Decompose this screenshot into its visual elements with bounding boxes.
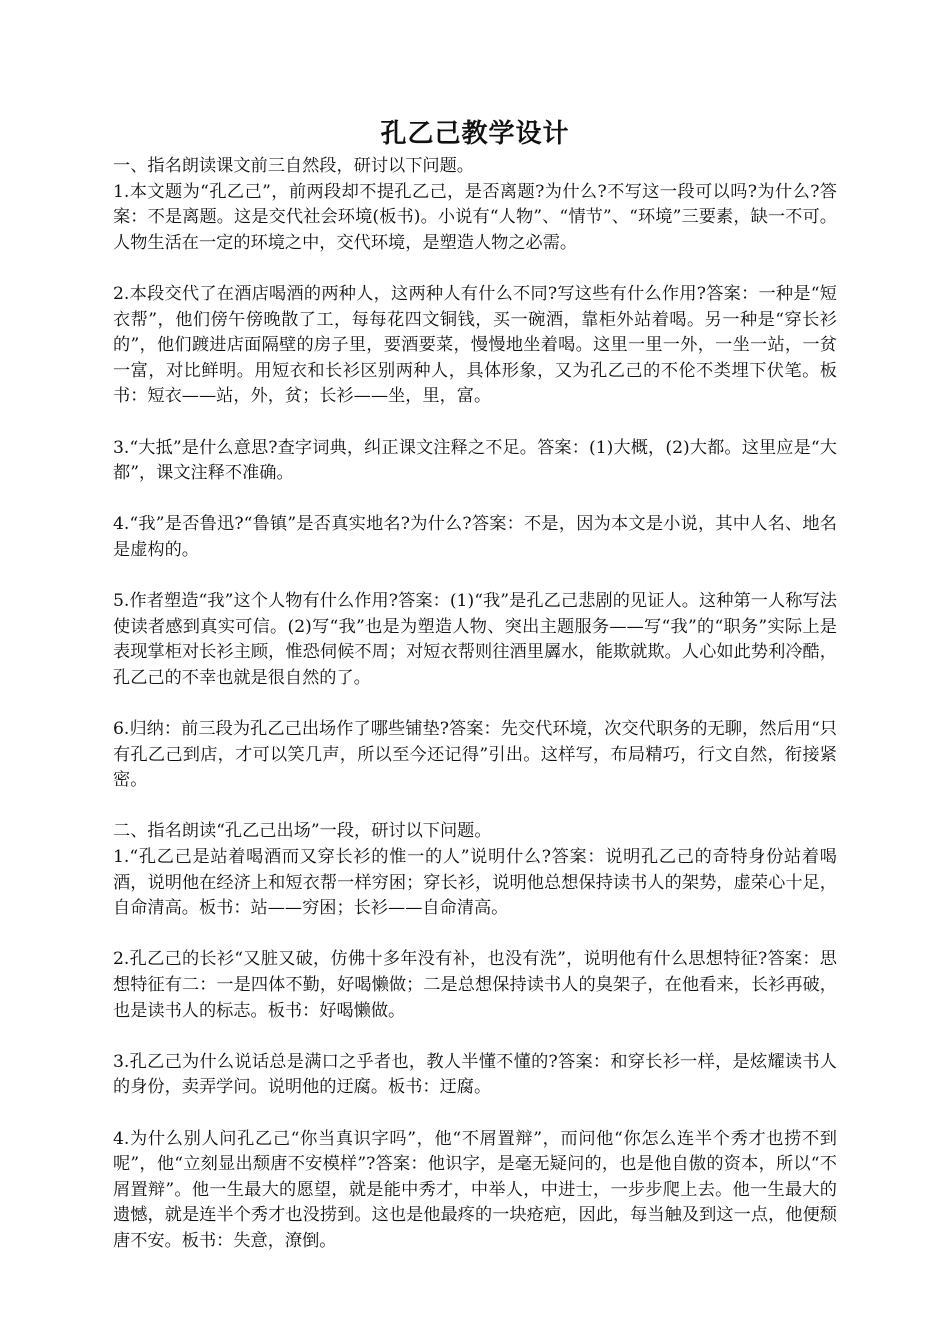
document-title: 孔乙己教学设计: [380, 119, 570, 149]
question-paragraph: 3.“大抵”是什么意思?查字词典，纠正课文注释之不足。答案：(1)大概，(2)大都。这里应是“大都”，课文注释不准确。: [113, 437, 837, 484]
section-heading: 一、指名朗读课文前三自然段，研讨以下问题。: [113, 156, 474, 176]
question-paragraph: 5.作者塑造“我”这个人物有什么作用?答案：(1)“我”是孔乙己悲剧的见证人。这种第一人称写法使读者感到真实可信。(2)写“我”也是为塑造人物、突出主题服务——写“我”的“职务”实际上是表现掌柜对长衫主顾，惟恐伺候不周；对短衣帮则往酒里羼水，能欺就欺。人心如此势利冷酷，孔乙己的不幸也就是很自然的了。: [113, 591, 837, 688]
question-paragraph: 2.本段交代了在酒店喝酒的两种人，这两种人有什么不同?写这些有什么作用?答案：一种是“短衣帮”，他们傍午傍晚散了工，每每花四文铜钱，买一碗酒，靠柜外站着喝。另一种是“穿长衫的”，他们踱进店面隔壁的房子里，要酒要菜，慢慢地坐着喝。这里一里一外，一坐一站，一贫一富，对比鲜明。用短衣和长衫区别两种人，具体形象，又为孔乙己的不伦不类埋下伏笔。板书：短衣——站，外，贫；长衫——坐，里，富。: [113, 283, 837, 407]
question-paragraph: 4.为什么别人问孔乙己“你当真识字吗”，他“不屑置辩”，而问他“你怎么连半个秀才也捞不到呢”，他“立刻显出颓唐不安模样”?答案：他识字，是毫无疑问的，也是他自傲的资本，所以“不屑置辩”。他一生最大的愿望，就是能中秀才，中举人，中进士，一步步爬上去。他一生最大的遗憾，就是连半个秀才也没捞到。这也是他最疼的一块疮疤，因此，每当触及到这一点，他便颓唐不安。板书：失意，潦倒。: [113, 1128, 837, 1251]
document-page: [113, 118, 837, 1255]
question-paragraph: 1.“孔乙己是站着喝酒而又穿长衫的惟一的人”说明什么?答案：说明孔乙己的奇特身份站着喝酒，说明他在经济上和短衣帮一样穷困；穿长衫，说明他总想保持读书人的架势，虚荣心十足，自命清高。板书：站——穷困；长衫——自命清高。: [113, 847, 837, 919]
question-paragraph: 3.孔乙己为什么说话总是满口之乎者也，教人半懂不懂的?答案：和穿长衫一样，是炫耀读书人的身份，卖弄学问。说明他的迂腐。板书：迂腐。: [113, 1051, 837, 1098]
question-paragraph: 2.孔乙己的长衫“又脏又破，仿佛十多年没有补，也没有洗”，说明他有什么思想特征?答案：思想特征有二：一是四体不勤，好喝懒做；二是总想保持读书人的臭架子，在他看来，长衫再破，也是读书人的标志。板书：好喝懒做。: [113, 949, 837, 1021]
section-heading: 二、指名朗读“孔乙己出场”一段，研讨以下问题。: [113, 821, 492, 842]
question-paragraph: 6.归纳：前三段为孔乙己出场作了哪些铺垫?答案：先交代环境，次交代职务的无聊，然后用“只有孔乙己到店，才可以笑几声，所以至今还记得”引出。这样写，布局精巧，行文自然，衔接紧密。: [113, 719, 837, 791]
question-paragraph: 4.“我”是否鲁迅?“鲁镇”是否真实地名?为什么?答案：不是，因为本文是小说，其中人名、地名是虚构的。: [113, 514, 837, 560]
question-paragraph: 1.本文题为“孔乙己”，前两段却不提孔乙己，是否离题?为什么?不写这一段可以吗?为什么?答案：不是离题。这是交代社会环境(板书)。小说有“人物”、“情节”、“环境”三要素，缺一不可。人物生活在一定的环境之中，交代环境，是塑造人物之必需。: [113, 181, 837, 253]
